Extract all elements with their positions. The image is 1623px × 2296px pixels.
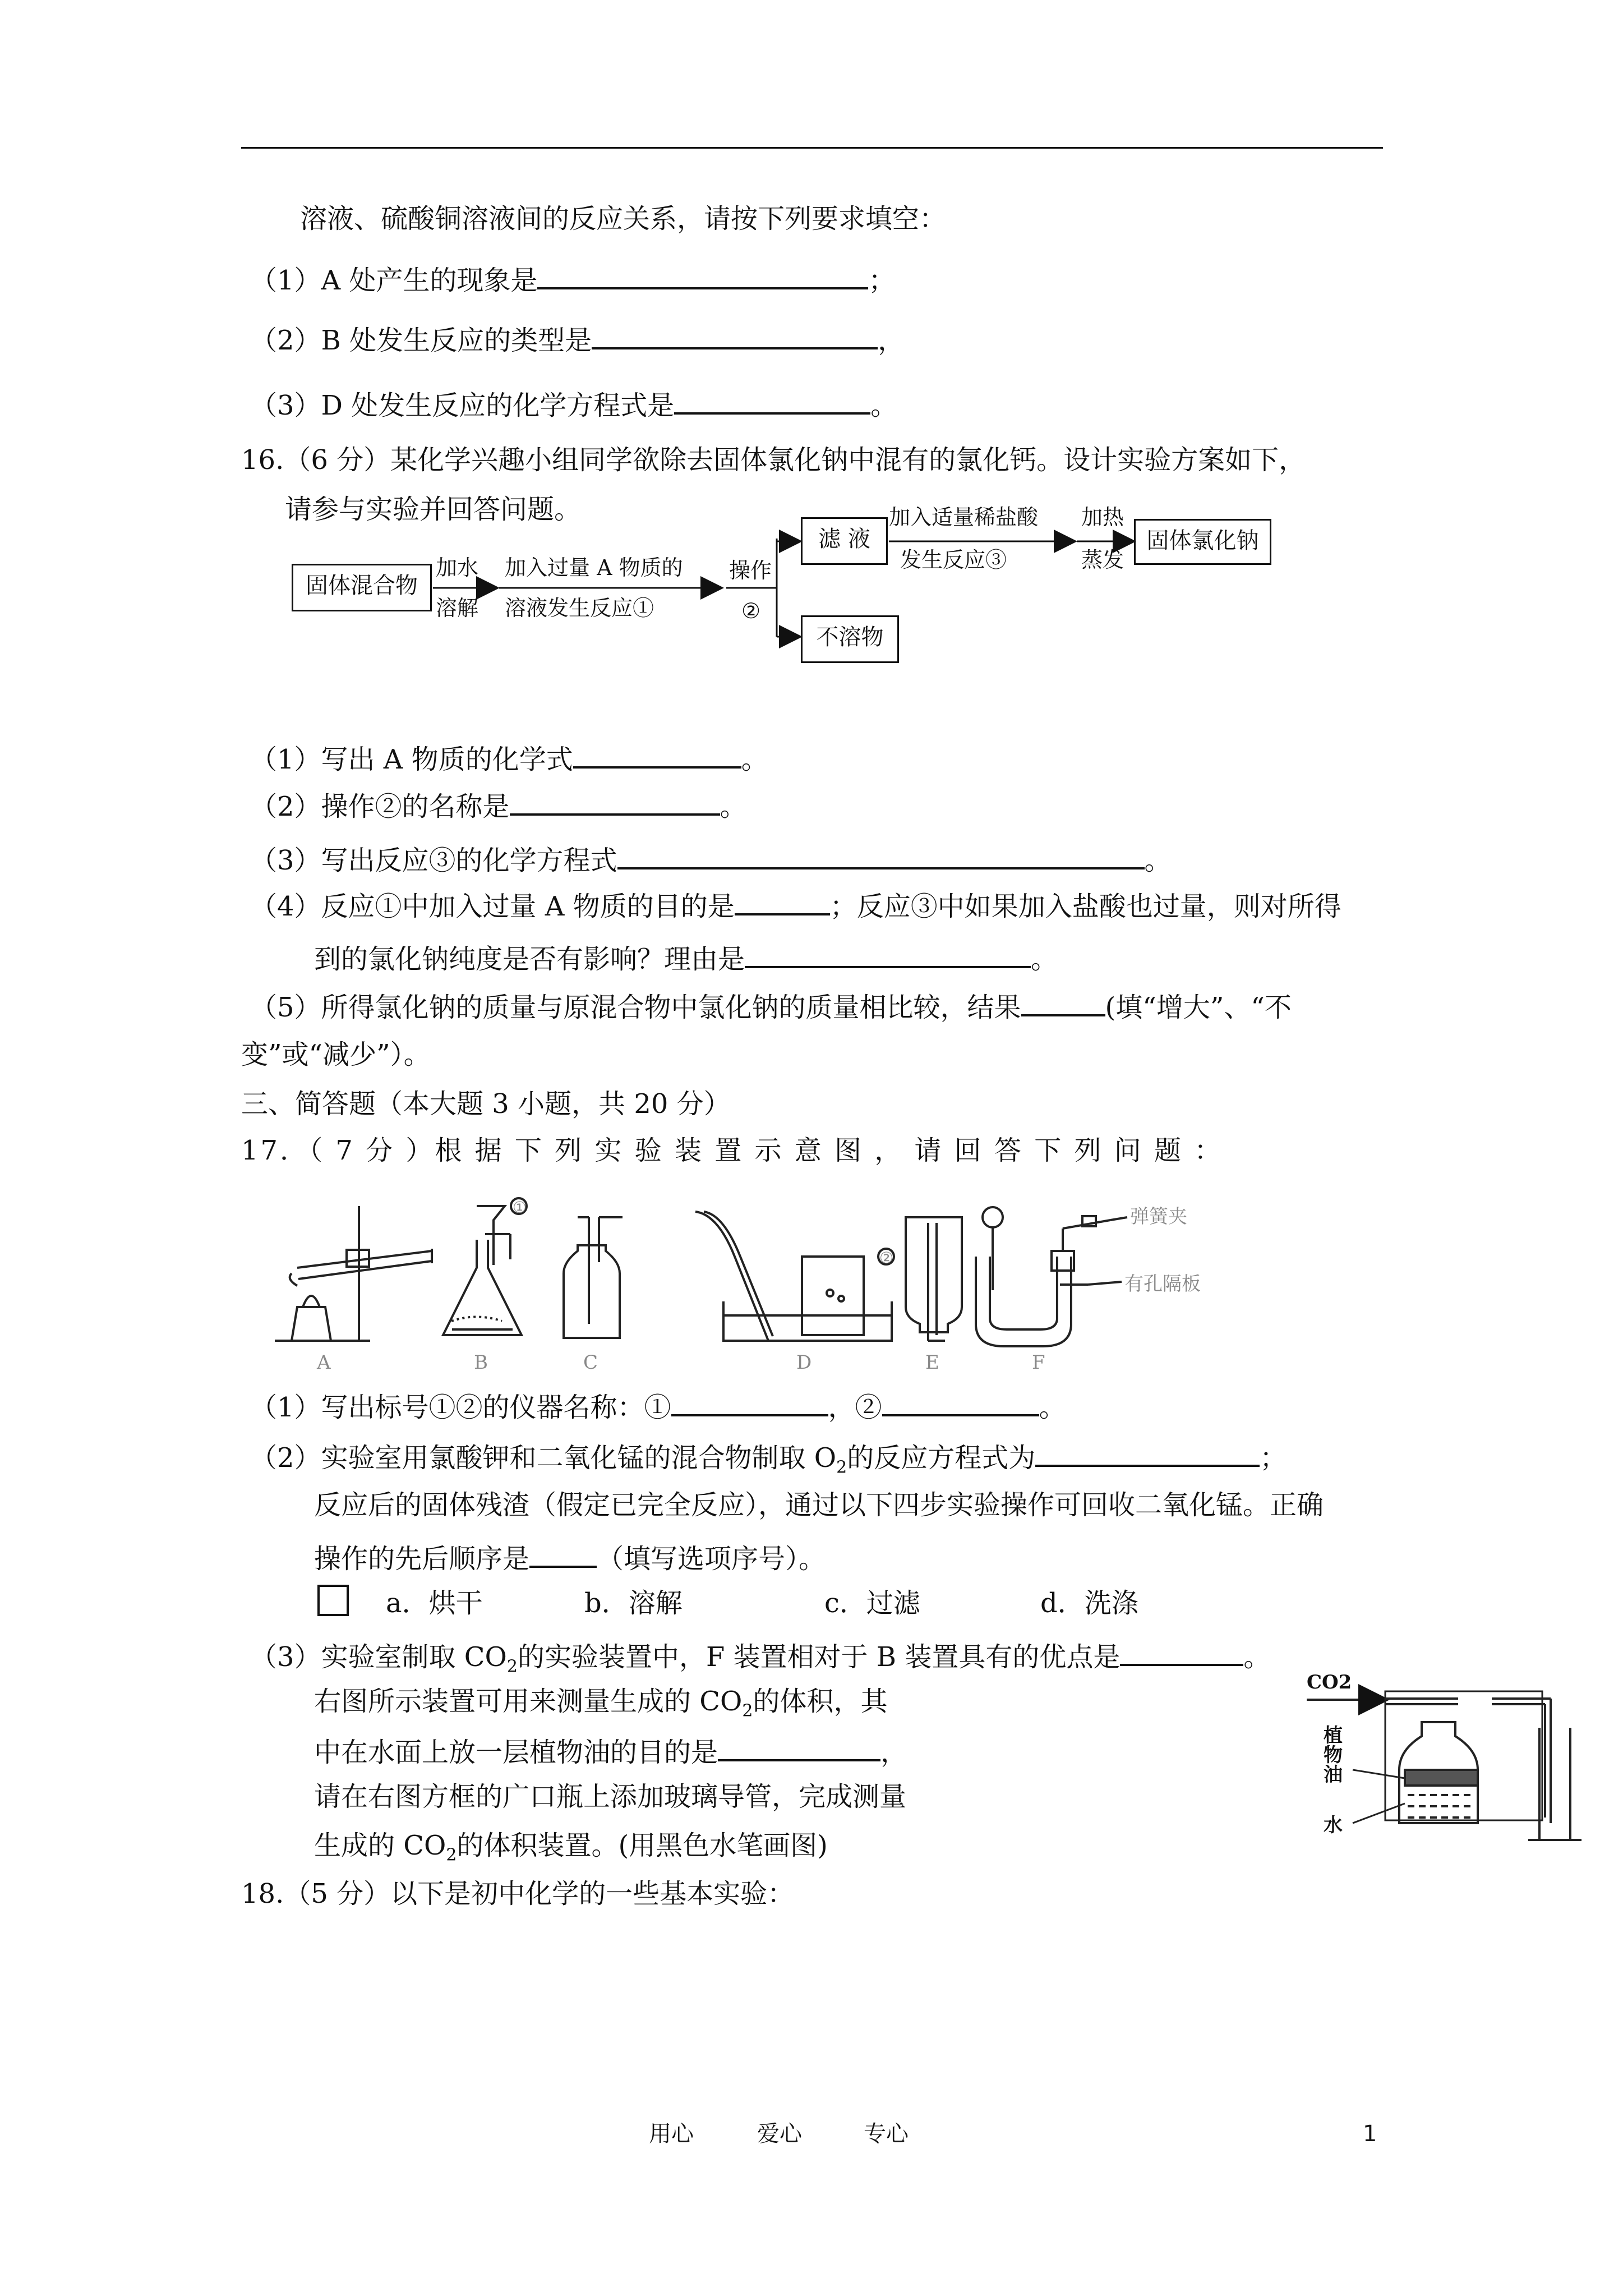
fig-oil-3: 油 — [1324, 1764, 1343, 1786]
label-d: D — [796, 1351, 812, 1374]
step4-bottom: 发生反应③ — [900, 547, 1007, 572]
apparatus-c — [564, 1217, 623, 1338]
step1-top: 加水 — [436, 555, 479, 580]
q17-sub2b: 反应后的固体残渣（假定已完全反应），通过以下四步实验操作可回收二氧化锰。正确 — [314, 1489, 1324, 1521]
q16-sub4b: 到的氯化钠纯度是否有影响？理由是 。 — [314, 940, 1058, 976]
marker-2: ② — [879, 1249, 894, 1267]
q17-title: 17．（ 7 分 ）根 据 下 列 实 验 装 置 示 意 图 ， 请 回 答 下 列 问 题 ： — [241, 1135, 1224, 1166]
step3-bottom: ② — [741, 599, 761, 623]
q17-sub1: （1）写出标号①②的仪器名称：① ，② 。 — [250, 1388, 1066, 1424]
page-number: 1 — [1363, 2121, 1377, 2147]
q17-sub3c: 中在水面上放一层植物油的目的是 ， — [314, 1733, 907, 1769]
footer-mid: 爱心 — [757, 2121, 802, 2147]
q15-item-3: （3）D 处发生反应的化学方程式是 。 — [250, 386, 897, 422]
label-b: B — [474, 1351, 488, 1374]
q17-sub3e: 生成的 $CO_2$的体积装置。(用黑色水笔画图) — [314, 1830, 828, 1865]
step5-top: 加热 — [1081, 505, 1124, 530]
answer-blank[interactable] — [1120, 1638, 1243, 1666]
footer-left: 用心 — [649, 2121, 694, 2147]
q16-sub4a: （4）反应①中加入过量 A 物质的目的是 ；反应③中如果加入盐酸也过量，则对所得 — [250, 887, 1341, 923]
answer-blank[interactable] — [529, 1540, 597, 1568]
fig-oil-2: 物 — [1324, 1744, 1343, 1766]
apparatus-e — [906, 1217, 962, 1341]
fig-oil-1: 植 — [1324, 1724, 1343, 1747]
label-e: E — [925, 1351, 939, 1374]
fig-water: 水 — [1324, 1814, 1343, 1837]
box-filtrate: 滤 液 — [801, 517, 888, 565]
q17-sub3d: 请在右图方框的广口瓶上添加玻璃导管，完成测量 — [314, 1781, 907, 1812]
apparatus-figure — [264, 1195, 1251, 1380]
box-nacl: 固体氯化钠 — [1134, 519, 1271, 565]
answer-blank[interactable] — [671, 1388, 828, 1416]
label-c: C — [583, 1351, 598, 1374]
answer-blank[interactable] — [617, 841, 1145, 869]
answer-blank[interactable] — [735, 887, 830, 915]
q16-sub3: （3）写出反应③的化学方程式 。 — [250, 841, 1172, 877]
marker-1: ① — [513, 1198, 527, 1217]
q17-sub3b: 右图所示装置可用来测量生成的 $CO_2$的体积，其 — [314, 1686, 888, 1721]
label-a: A — [317, 1351, 331, 1374]
step4-top: 加入适量稀盐酸 — [889, 505, 1039, 530]
answer-blank[interactable] — [745, 940, 1031, 968]
option-d: d．洗涤 — [1040, 1588, 1138, 1619]
q18-title: 18.（5 分）以下是初中化学的一些基本实验： — [241, 1878, 795, 1910]
q16-title-2: 请参与实验并回答问题。 — [285, 494, 582, 525]
q15-item-2: （2）B 处发生反应的类型是 ， — [250, 321, 905, 357]
footer-right: 专心 — [864, 2121, 909, 2147]
apparatus-a — [275, 1206, 432, 1341]
q16-sub1: （1）写出 A 物质的化学式 。 — [250, 740, 768, 776]
step1-bottom: 溶解 — [436, 596, 479, 620]
q17-sub2a: （2）实验室用氯酸钾和二氧化锰的混合物制取 $O_2$的反应方程式为 ； — [250, 1439, 1287, 1478]
apparatus-f — [976, 1207, 1127, 1346]
intro-line: 溶液、硫酸铜溶液间的反应关系，请按下列要求填空： — [300, 203, 947, 234]
answer-blank[interactable] — [718, 1733, 880, 1761]
apparatus-b — [443, 1198, 527, 1335]
q17-sub3a: （3）实验室制取 $CO_2$的实验装置中，F 装置相对于 B 装置具有的优点是 。 — [250, 1638, 1270, 1677]
answer-blank[interactable] — [1035, 1439, 1260, 1467]
label-f: F — [1032, 1351, 1045, 1374]
label-clamp: 弹簧夹 — [1130, 1205, 1187, 1228]
option-b: b．溶解 — [584, 1588, 683, 1619]
section-3-heading: 三、简答题（本大题 3 小题，共 20 分） — [241, 1088, 731, 1120]
answer-blank[interactable] — [882, 1388, 1039, 1416]
step2-top: 加入过量 A 物质的 — [505, 555, 683, 580]
apparatus-d — [695, 1212, 894, 1341]
option-a: a．烘干 — [386, 1588, 483, 1619]
answer-blank[interactable] — [573, 740, 741, 769]
step2-bottom: 溶液发生反应① — [505, 596, 654, 620]
answer-blank[interactable] — [1021, 988, 1105, 1016]
co2-measure-figure — [1301, 1666, 1593, 1857]
q16-title: 16.（6 分）某化学兴趣小组同学欲除去固体氯化钠中混有的氯化钙。设计实验方案如下， — [241, 444, 1306, 476]
answer-checkbox[interactable] — [317, 1585, 349, 1616]
q16-sub5a: （5）所得氯化钠的质量与原混合物中氯化钠的质量相比较，结果 (填“增大”、“不 — [250, 988, 1292, 1024]
answer-blank[interactable] — [510, 788, 720, 816]
step3-top: 操作 — [729, 558, 772, 583]
q17-sub2c: 操作的先后顺序是 （填写选项序号）。 — [314, 1540, 826, 1576]
step5-bottom: 蒸发 — [1081, 547, 1124, 572]
label-plate: 有孔隔板 — [1124, 1273, 1201, 1295]
q15-item-1: （1）A 处产生的现象是 ； — [250, 261, 895, 297]
fig-co2-label: CO2 — [1307, 1671, 1352, 1694]
box-insoluble: 不溶物 — [801, 615, 899, 663]
flow-arrows — [0, 0, 1623, 701]
option-c: c．过滤 — [824, 1588, 920, 1619]
q16-sub5b: 变”或“减少”）。 — [241, 1039, 431, 1070]
q16-sub2: （2）操作②的名称是 。 — [250, 788, 747, 823]
box-mixture: 固体混合物 — [292, 564, 432, 611]
